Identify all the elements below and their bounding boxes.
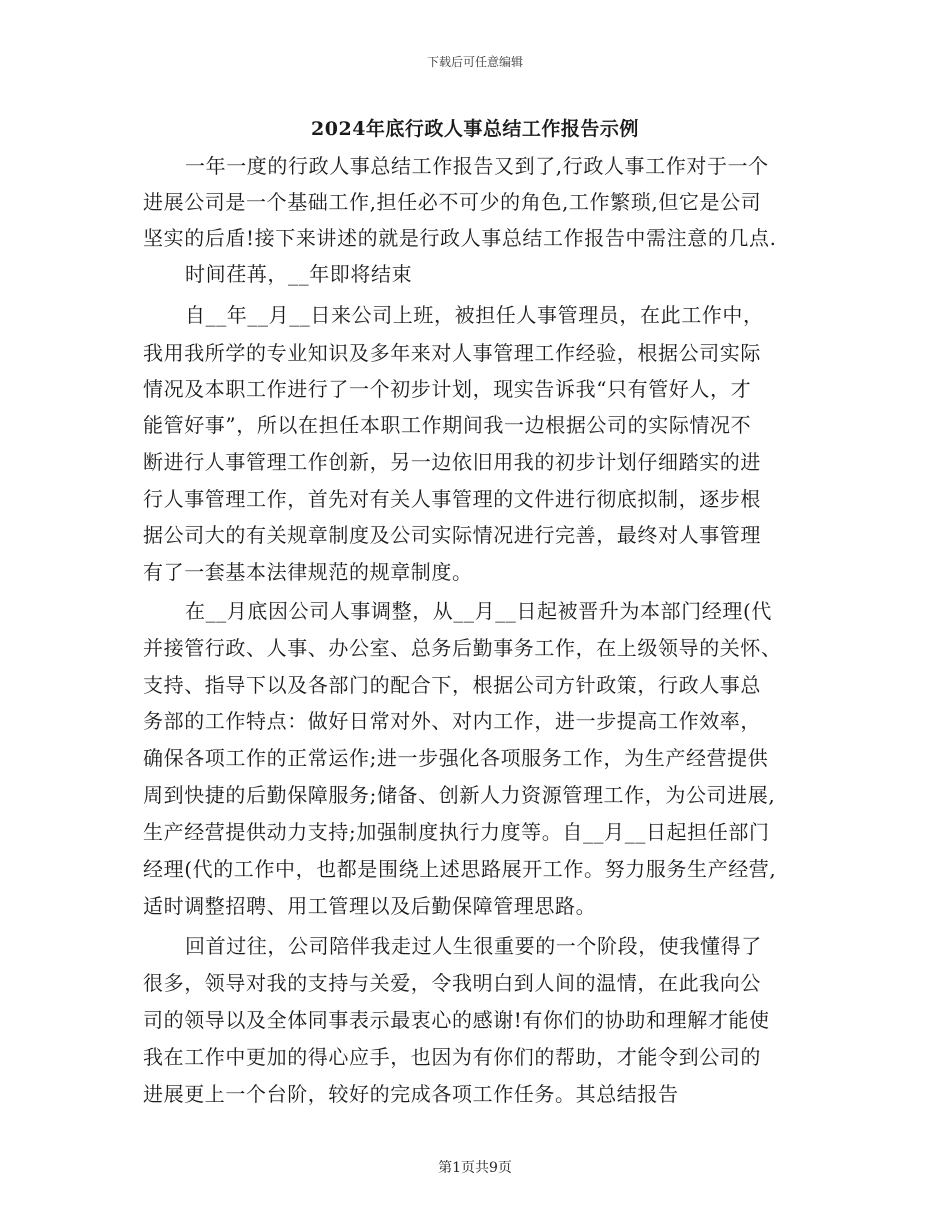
body-line: 进展公司是一个基础工作,担任必不可少的角色,工作繁琐,但它是公司	[143, 190, 762, 214]
body-line: 时间荏苒，__年即将结束	[185, 262, 413, 286]
body-line: 支持、指导下以及各部门的配合下，根据公司方针政策，行政人事总	[143, 673, 761, 697]
body-line: 我用我所学的专业知识及多年来对人事管理工作经验，根据公司实际	[143, 341, 761, 365]
body-line: 有了一套基本法律规范的规章制度。	[143, 560, 473, 584]
body-line: 情况及本职工作进行了一个初步计划，现实告诉我“只有管好人，才	[143, 377, 752, 401]
header-note: 下载后可任意编辑	[426, 55, 523, 69]
body-line: 回首过往，公司陪伴我走过人生很重要的一个阶段，使我懂得了	[185, 934, 762, 958]
body-line: 并接管行政、人事、办公室、总务后勤事务工作，在上级领导的关怀、	[143, 636, 782, 660]
body-line: 行人事管理工作，首先对有关人事管理的文件进行彻底拟制，逐步根	[143, 487, 761, 511]
body-line: 在__月底因公司人事调整，从__月__日起被晋升为本部门经理(代	[185, 599, 773, 623]
body-line: 一年一度的行政人事总结工作报告又到了,行政人事工作对于一个	[185, 154, 769, 178]
body-line: 务部的工作特点：做好日常对外、对内工作，进一步提高工作效率，	[143, 709, 761, 733]
body-line: 适时调整招聘、用工管理以及后勤保障管理思路。	[143, 894, 597, 918]
body-line: 自__年__月__日来公司上班，被担任人事管理员，在此工作中，	[185, 303, 764, 327]
body-line: 能管好事”，所以在担任本职工作期间我一边根据公司的实际情况不	[143, 413, 752, 437]
body-line: 很多，领导对我的支持与关爱，令我明白到人间的温情，在此我向公	[143, 971, 761, 995]
body-line: 经理(代的工作中，也都是围绕上述思路展开工作。努力服务生产经营,	[143, 857, 777, 881]
body-line: 进展更上一个台阶，较好的完成各项工作任务。其总结报告	[143, 1082, 679, 1106]
body-line: 司的领导以及全体同事表示最衷心的感谢!有你们的协助和理解才能使	[143, 1008, 770, 1032]
body-line: 周到快捷的后勤保障服务;储备、创新人力资源管理工作，为公司进展,	[143, 783, 776, 807]
body-line: 坚实的后盾!接下来讲述的就是行政人事总结工作报告中需注意的几点.	[143, 226, 777, 250]
body-line: 断进行人事管理工作创新，另一边依旧用我的初步计划仔细踏实的进	[143, 450, 761, 474]
body-line: 据公司大的有关规章制度及公司实际情况进行完善，最终对人事管理	[143, 523, 761, 547]
body-line: 生产经营提供动力支持;加强制度执行力度等。自__月__日起担任部门	[143, 820, 770, 844]
body-line: 我在工作中更加的得心应手，也因为有你们的帮助，才能令到公司的	[143, 1045, 761, 1069]
page-number: 第1页共9页	[438, 1160, 512, 1176]
document-title: 2024年底行政人事总结工作报告示例	[311, 118, 639, 140]
body-line: 确保各项工作的正常运作;进一步强化各项服务工作，为生产经营提供	[143, 746, 769, 770]
